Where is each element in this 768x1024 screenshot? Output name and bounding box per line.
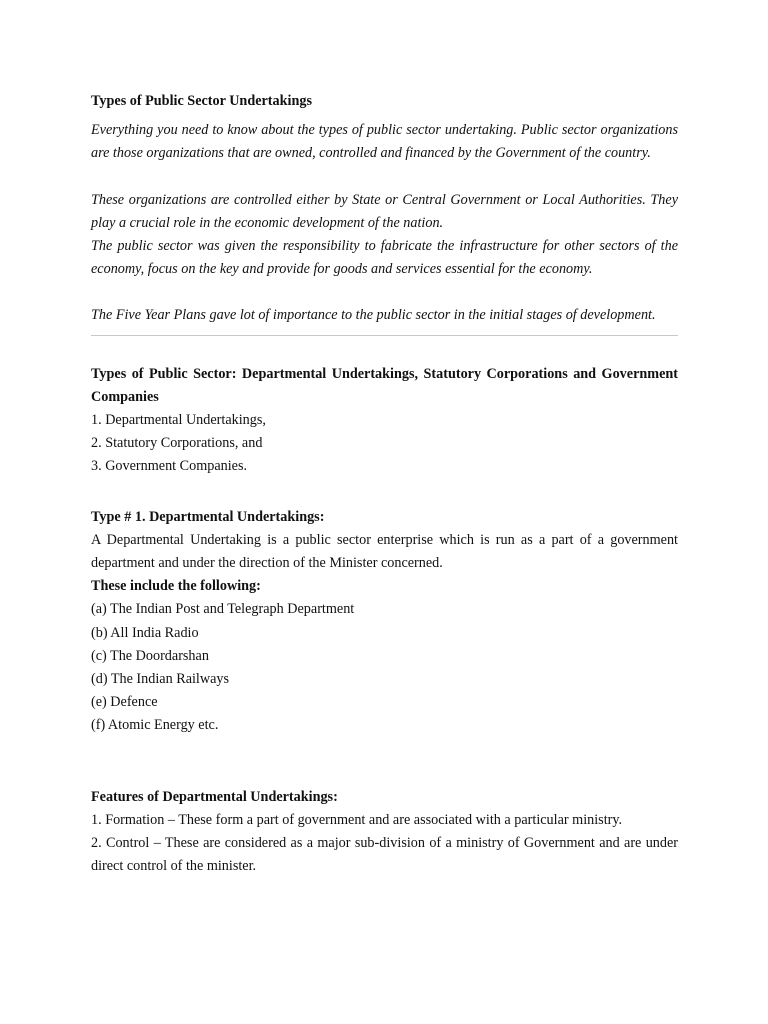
type1-list-item: (d) The Indian Railways (91, 671, 230, 688)
spacer (91, 479, 678, 506)
type1-list-item: (c) The Doordarshan (91, 647, 209, 664)
type1-heading: Type # 1. Departmental Undertakings: (91, 508, 325, 525)
intro-paragraph-4: The Five Year Plans gave lot of importance to the public sector in the initial stages of development. (91, 307, 656, 324)
spacer (91, 336, 678, 363)
features-list-item: 1. Formation – These form a part of government and are associated with a particular ministry. (91, 811, 623, 828)
types-list-item: 3. Government Companies. (91, 458, 248, 475)
intro-paragraph-3: The public sector was given the responsibility to fabricate the infrastructure for other sectors of the economy, focus on the key and provide for goods and services essential for the economy. (91, 238, 678, 278)
type1-list-item: (e) Defence (91, 694, 158, 711)
spacer (91, 738, 678, 786)
spacer (91, 166, 678, 189)
spacer (91, 281, 678, 304)
types-list-item: 1. Departmental Undertakings, (91, 412, 266, 429)
types-heading: Types of Public Sector: Departmental Undertakings, Statutory Corporations and Government Companies (91, 365, 678, 405)
type1-list-item: (a) The Indian Post and Telegraph Department (91, 601, 355, 618)
features-list-item: 2. Control – These are considered as a major sub-division of a ministry of Government and are under direct control of the minister. (91, 835, 678, 875)
type1-list-item: (b) All India Radio (91, 624, 199, 641)
document-title: Types of Public Sector Undertakings (91, 93, 312, 109)
type1-include-heading: These include the following: (91, 578, 261, 595)
document-page (91, 90, 678, 878)
intro-paragraph-1: Everything you need to know about the types of public sector undertaking. Public sector organizations are those organizations that are owned, controlled and financed by the Government of the country. (91, 122, 678, 162)
type1-list-item: (f) Atomic Energy etc. (91, 717, 219, 734)
types-list-item: 2. Statutory Corporations, and (91, 435, 263, 452)
type1-description: A Departmental Undertaking is a public sector enterprise which is run as a part of a government department and under the direction of the Minister concerned. (91, 531, 678, 572)
features-heading: Features of Departmental Undertakings: (91, 788, 338, 805)
intro-paragraph-2: These organizations are controlled either by State or Central Government or Local Authorities. They play a crucial role in the economic development of the nation. (91, 191, 678, 231)
